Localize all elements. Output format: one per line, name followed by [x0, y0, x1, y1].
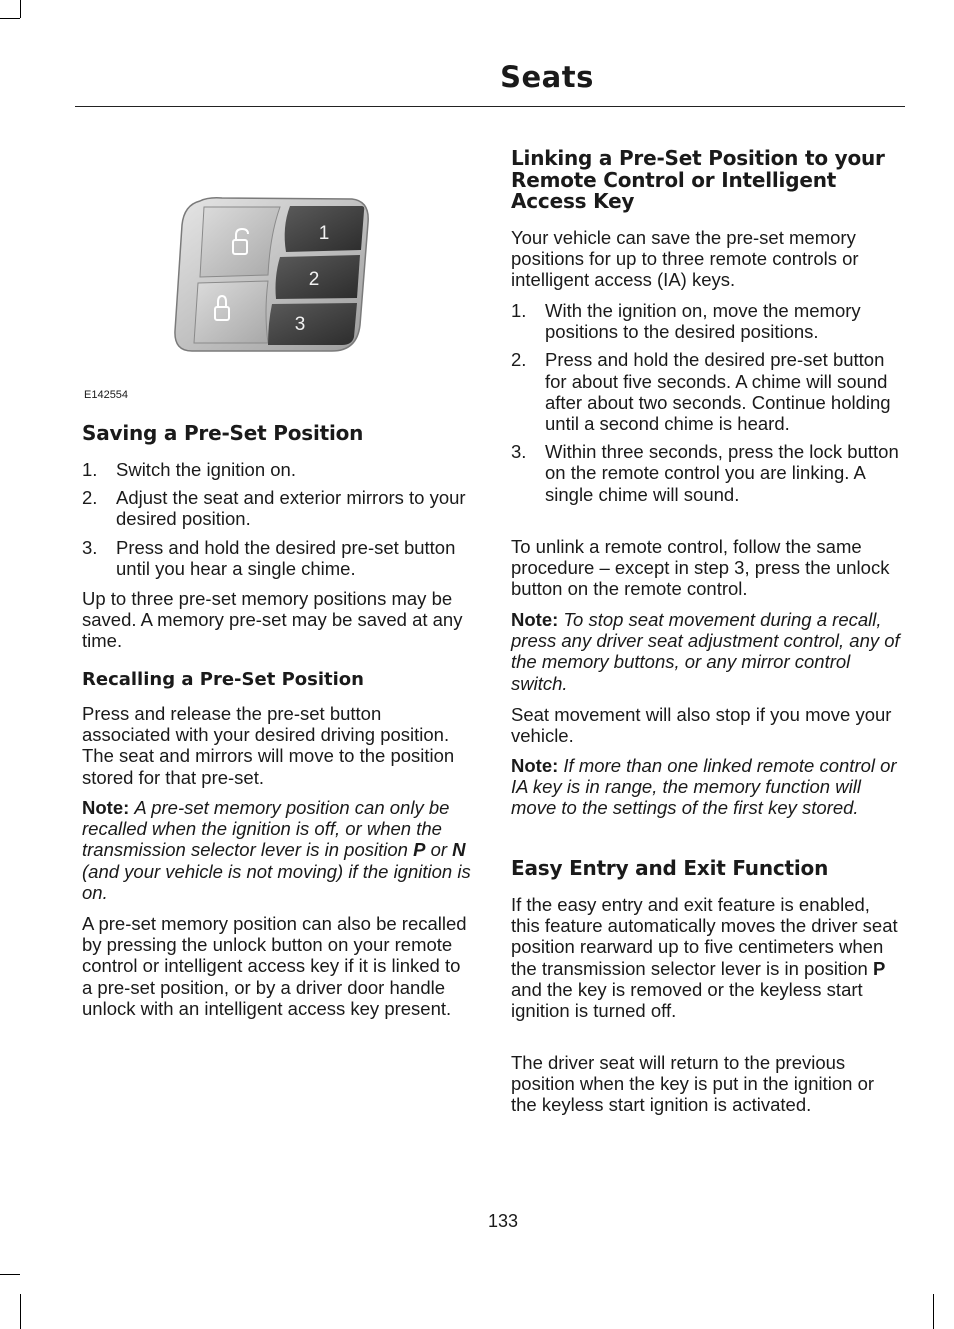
memory-button-2-label: 2: [308, 269, 320, 290]
list-item: 2. Press and hold the desired pre-set button for about five seconds. A chime will sound after about two seconds. Continue holding until a second chime is heard.: [511, 349, 891, 435]
stop-paragraph: Seat movement will also stop if you move your vehicle.: [511, 704, 892, 747]
list-item: 1. With the ignition on, move the memory positions to the desired positions.: [511, 300, 861, 343]
list-item: 3. Within three seconds, press the lock button on the remote control you are linking. A single chime will sound.: [511, 441, 899, 505]
link-heading: Linking a Pre-Set Position to your Remote Control or Intelligent Access Key: [511, 146, 885, 213]
page-title: Seats: [500, 60, 594, 94]
crop-mark: [933, 1294, 934, 1329]
crop-mark: [0, 1274, 20, 1275]
memory-buttons-illustration: [172, 195, 372, 357]
list-item: 1. Switch the ignition on.: [82, 459, 296, 480]
crop-mark: [0, 18, 20, 19]
link-paragraph: Your vehicle can save the pre-set memory positions for up to three remote controls or intelligent access (IA) keys.: [511, 227, 859, 291]
crop-mark: [20, 1294, 21, 1329]
recall-heading: Recalling a Pre-Set Position: [82, 669, 364, 690]
saving-paragraph: Up to three pre-set memory positions may be saved. A memory pre-set may be saved at any time.: [82, 588, 463, 652]
return-paragraph: The driver seat will return to the previous position when the key is put in the ignition or the keyless start ignition is activated.: [511, 1052, 875, 1116]
note-stop-movement: Note: To stop seat movement during a recall, press any driver seat adjustment control, any of the memory buttons, or any mirror control switch.: [511, 609, 900, 694]
unlink-paragraph: To unlink a remote control, follow the same procedure – except in step 3, press the unlock button on the remote control.: [511, 536, 890, 600]
easy-entry-heading: Easy Entry and Exit Function: [511, 856, 829, 880]
easy-entry-paragraph: If the easy entry and exit feature is enabled, this feature automatically moves the driver seat position rearward up to five centimeters when the transmission selector lever is in position P and the key is removed or the keyless start ignition is turned off.: [511, 894, 898, 1022]
crop-mark: [20, 0, 21, 18]
list-item: 3. Press and hold the desired pre-set button until you hear a single chime.: [82, 536, 456, 579]
recall-paragraph-2: A pre-set memory position can also be recalled by pressing the unlock button on your remote control or intelligent access key if it is linked to a pre-set position, or by a driver door handle unlock with an intelligent access key present.: [82, 913, 467, 1019]
memory-button-1-label: 1: [318, 223, 330, 244]
page-number: 133: [487, 1211, 519, 1231]
header-divider: [75, 106, 905, 107]
saving-steps-list: [82, 459, 472, 579]
note-recall-conditions: Note: A pre-set memory position can only be recalled when the ignition is off, or when the transmission selector lever is in position P or N (and your vehicle is not moving) if the ignition is on.: [82, 797, 471, 903]
figure-id: E142554: [84, 389, 129, 401]
recall-paragraph: Press and release the pre-set button associated with your desired driving position. The seat and mirrors will move to the position stored for that pre-set.: [82, 703, 455, 788]
link-steps-list: [511, 300, 903, 505]
memory-button-3-label: 3: [294, 314, 306, 335]
list-item: 2. Adjust the seat and exterior mirrors to your desired position.: [82, 487, 466, 530]
saving-heading: Saving a Pre-Set Position: [82, 421, 364, 445]
note-multiple-keys: Note: If more than one linked remote control or IA key is in range, the memory function will move to the settings of the first key stored.: [511, 755, 897, 819]
